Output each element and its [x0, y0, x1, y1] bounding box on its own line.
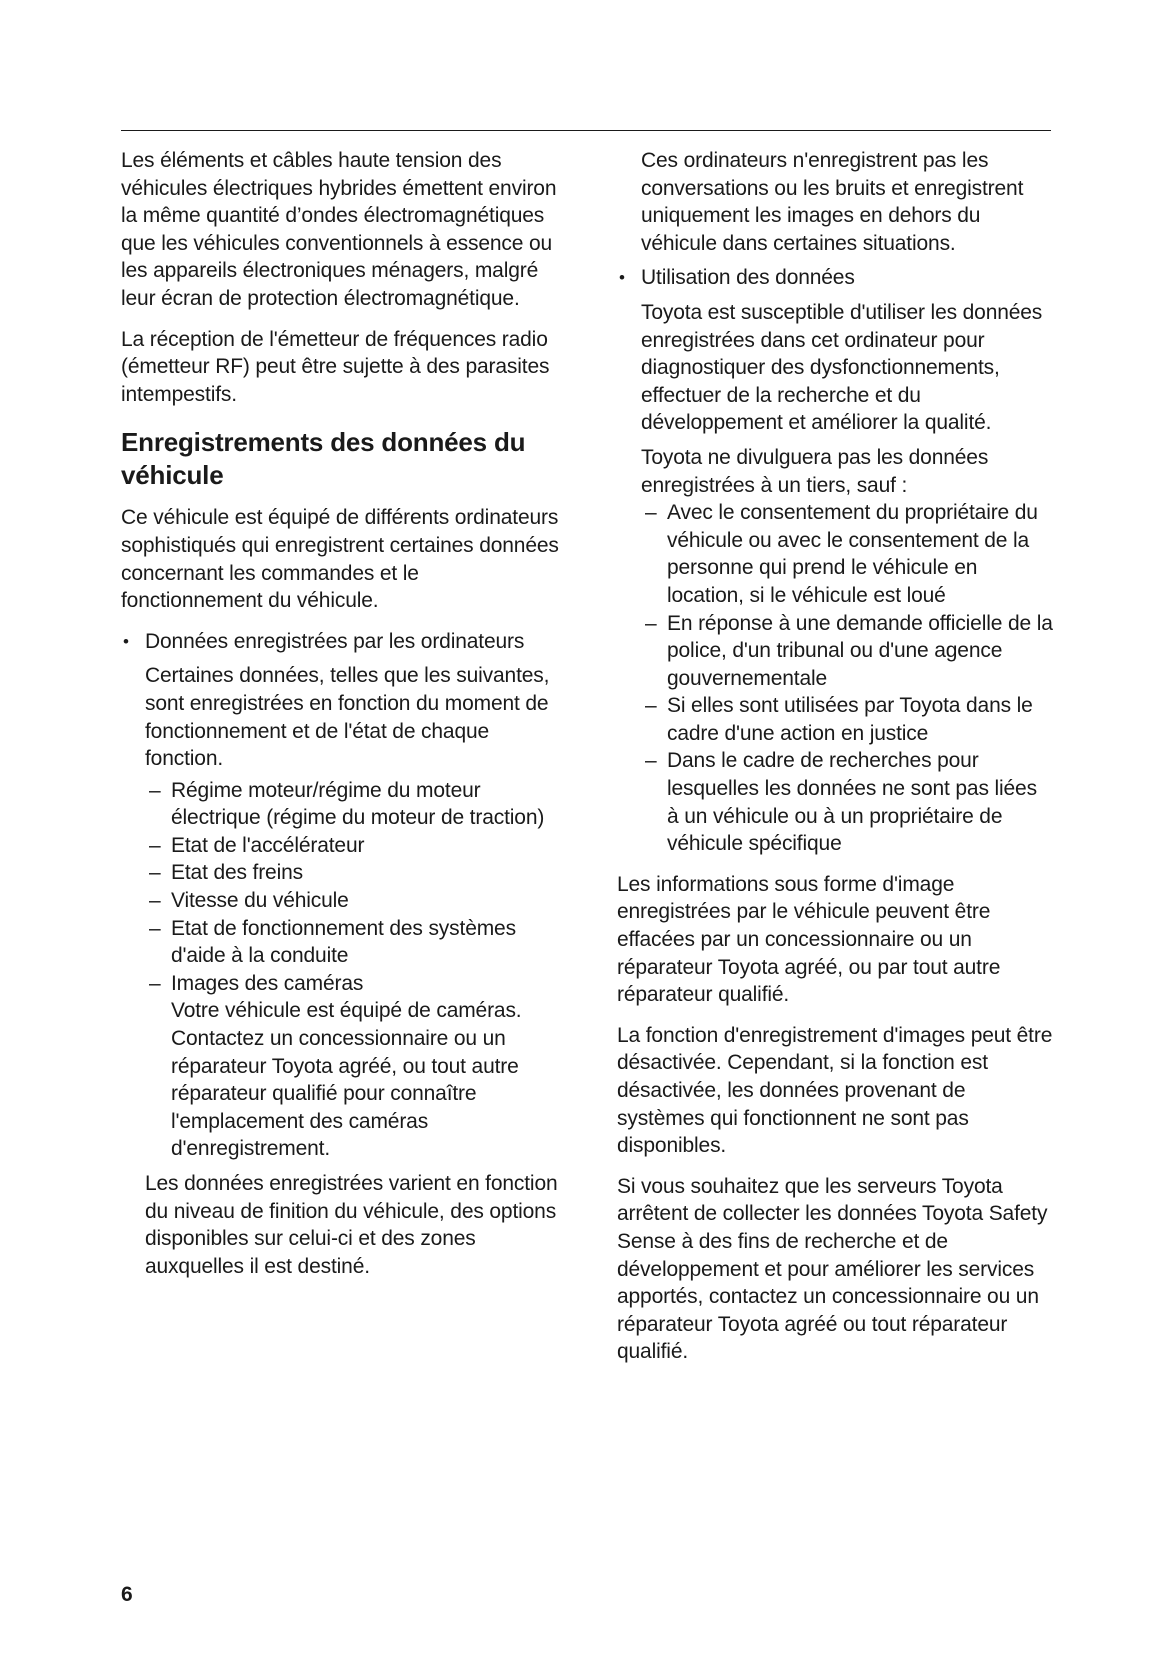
paragraph-image-deletion: Les informations sous forme d'image enregistrées par le véhicule peuvent être effacées par un concessionnaire ou un réparateur Toyota agréé, ou par tout autre réparateur qualifié. [617, 872, 1001, 1007]
list-item: – Si elles sont utilisées par Toyota dans le cadre d'une action en justice [641, 692, 1053, 747]
header-rule [121, 130, 1051, 131]
left-column [121, 147, 565, 1284]
paragraph-safety-sense: Si vous souhaitez que les serveurs Toyota arrêtent de collecter les données Toyota Safety Sense à des fins de recherche et de développement et pour améliorer les services apportés, contactez un concessionnaire ou un réparateur Toyota agréé ou tout réparateur qualifié. [617, 1174, 1048, 1364]
paragraph-toyota-usage: Toyota est susceptible d'utiliser les données enregistrées dans cet ordinateur pour diagnostiquer des dysfonctionnements, effectuer de la recherche et du développement et améliorer la qualité. [641, 300, 1043, 435]
page-number: 6 [121, 1583, 133, 1606]
list-item: – En réponse à une demande officielle de la police, d'un tribunal ou d'une agence gouvernementale [641, 610, 1053, 693]
list-item: – Vitesse du véhicule [145, 887, 565, 915]
paragraph-data-varies: Les données enregistrées varient en fonction du niveau de finition du véhicule, des options disponibles sur celui-ci et des zones auxquelles il est destiné. [145, 1172, 558, 1278]
list-item: – Etat de fonctionnement des systèmes d'aide à la conduite [145, 915, 565, 970]
paragraph-hv-emissions: Les éléments et câbles haute tension des véhicules électriques hybrides émettent environ la même quantité d’ondes électromagnétiques que les véhicules conventionnels à essence ou les appareils électroniques ménagers, malgré leur écran de protection électromagnétique. [121, 149, 557, 310]
paragraph-recorded-data: Certaines données, telles que les suivantes, sont enregistrées en fonction du moment de fonctionnement et de l'état de chaque fonction. [145, 664, 550, 771]
list-item: – Dans le cadre de recherches pour lesquelles les données ne sont pas liées à un véhicule ou à un propriétaire de véhicule spécifique [641, 747, 1053, 857]
recorded-data-list [145, 777, 565, 1163]
paragraph-no-conversations: Ces ordinateurs n'enregistrent pas les conversations ou les bruits et enregistrent uniquement les images en dehors du véhicule dans certaines situations. [641, 149, 1024, 255]
list-item: – Etat de l'accélérateur [145, 832, 565, 860]
camera-note: Votre véhicule est équipé de caméras. Contactez un concessionnaire ou un réparateur Toyota agréé, ou tout autre réparateur qualifié pour connaître l'emplacement des caméras d'enregistrement. [171, 999, 522, 1161]
right-column [617, 147, 1053, 1379]
list-item-cameras [145, 970, 565, 1163]
section-heading: Enregistrements des données du véhicule [121, 427, 526, 491]
paragraph-rf-reception: La réception de l'émetteur de fréquences radio (émetteur RF) peut être sujette à des parasites intempestifs. [121, 327, 550, 406]
list-item: – Avec le consentement du propriétaire du véhicule ou avec le consentement de la personne qui prend le véhicule en location, si le véhicule est loué [641, 499, 1053, 609]
paragraph-deactivation: La fonction d'enregistrement d'images peut être désactivée. Cependant, si la fonction est désactivée, les données provenant de systèmes qui fonctionnent ne sont pas disponibles. [617, 1023, 1053, 1158]
paragraph-intro-computers: Ce véhicule est équipé de différents ordinateurs sophistiqués qui enregistrent certaines données concernant les commandes et le fonctionnement du véhicule. [121, 506, 559, 613]
paragraph-third-party: Toyota ne divulguera pas les données enregistrées à un tiers, sauf : [641, 445, 989, 497]
third-party-exceptions-list [641, 499, 1053, 858]
bullet-data-usage: • Utilisation des données [617, 264, 1053, 292]
list-item: – Etat des freins [145, 859, 565, 887]
bullet-recorded-data: • Données enregistrées par les ordinateurs [121, 628, 565, 656]
list-item-label: Images des caméras [171, 971, 364, 995]
list-item: – Régime moteur/régime du moteur électrique (régime du moteur de traction) [145, 777, 565, 832]
